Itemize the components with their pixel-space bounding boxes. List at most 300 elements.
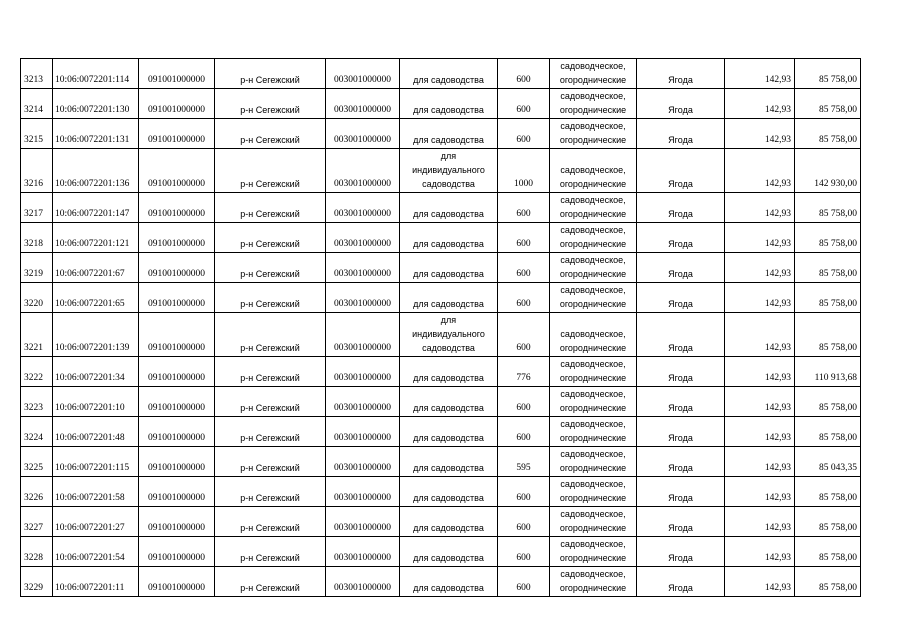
land-category-cell	[550, 447, 637, 477]
row-number-cell	[21, 59, 53, 89]
area-cell	[498, 149, 550, 193]
association-name-cell	[637, 567, 725, 597]
row-number-text: 3221	[24, 343, 43, 353]
row-number-cell	[21, 567, 53, 597]
oktmo-code-cell	[326, 507, 400, 537]
district-cell	[215, 313, 326, 357]
association-name-text: Ягода	[668, 135, 693, 145]
land-category-line: огороднические	[559, 135, 627, 145]
specific-value-text: 142,93	[764, 105, 791, 115]
land-category-cell	[550, 119, 637, 149]
permitted-use-cell	[400, 223, 498, 253]
district-cell	[215, 119, 326, 149]
area-cell	[498, 59, 550, 89]
cadastral-value-cell	[795, 447, 861, 477]
row-number-cell	[21, 387, 53, 417]
area-cell	[498, 537, 550, 567]
oktmo-code-cell	[326, 283, 400, 313]
permitted-use-cell	[400, 89, 498, 119]
land-category-line: садоводческое,	[560, 419, 626, 429]
cadastral-value-text: 85 758,00	[819, 493, 857, 503]
association-name-cell	[637, 447, 725, 477]
association-name-cell	[637, 59, 725, 89]
land-category-line: садоводческое,	[560, 449, 626, 459]
specific-value-cell	[725, 193, 795, 223]
association-name-text: Ягода	[668, 75, 693, 85]
okato-code-cell	[139, 447, 215, 477]
cadastral-number-text: 10:06:0072201:27	[55, 523, 125, 533]
area-text: 600	[516, 299, 531, 309]
land-category-line: садоводческое,	[560, 569, 626, 579]
okato-code-cell	[139, 477, 215, 507]
table-row	[21, 313, 861, 357]
district-text: р-н Сегежский	[240, 373, 300, 383]
table-row	[21, 253, 861, 283]
oktmo-code-text: 003001000000	[334, 583, 391, 593]
area-text: 595	[516, 463, 531, 473]
district-cell	[215, 387, 326, 417]
land-category-line: садоводческое,	[560, 359, 626, 369]
area-cell	[498, 477, 550, 507]
permitted-use-cell	[400, 313, 498, 357]
district-text: р-н Сегежский	[240, 75, 300, 85]
permitted-use-cell	[400, 253, 498, 283]
district-cell	[215, 447, 326, 477]
land-category-line: садоводческое,	[560, 255, 626, 265]
oktmo-code-text: 003001000000	[334, 269, 391, 279]
specific-value-cell	[725, 567, 795, 597]
table-row	[21, 283, 861, 313]
land-category-line: огороднические	[559, 75, 627, 85]
association-name-text: Ягода	[668, 433, 693, 443]
row-number-text: 3214	[24, 105, 43, 115]
specific-value-text: 142,93	[764, 209, 791, 219]
cadastral-value-text: 85 758,00	[819, 403, 857, 413]
land-category-cell	[550, 223, 637, 253]
permitted-use-cell	[400, 193, 498, 223]
land-category-cell	[550, 89, 637, 119]
land-category-cell	[550, 357, 637, 387]
land-category-cell	[550, 387, 637, 417]
land-category-line: огороднические	[559, 269, 627, 279]
oktmo-code-cell	[326, 357, 400, 387]
row-number-text: 3216	[24, 179, 43, 189]
land-category-line: садоводческое,	[560, 389, 626, 399]
okato-code-cell	[139, 417, 215, 447]
cadastral-value-text: 85 758,00	[819, 269, 857, 279]
cadastral-number-cell	[53, 507, 139, 537]
area-cell	[498, 417, 550, 447]
district-cell	[215, 567, 326, 597]
area-text: 600	[516, 269, 531, 279]
association-name-text: Ягода	[668, 463, 693, 473]
permitted-use-line: для	[440, 315, 457, 325]
land-category-line: огороднические	[559, 463, 627, 473]
okato-code-cell	[139, 223, 215, 253]
okato-code-cell	[139, 313, 215, 357]
okato-code-text: 091001000000	[148, 135, 205, 145]
table-row	[21, 447, 861, 477]
cadastral-value-text: 142 930,00	[814, 179, 857, 189]
district-text: р-н Сегежский	[240, 583, 300, 593]
permitted-use-line: для садоводства	[413, 433, 484, 443]
oktmo-code-text: 003001000000	[334, 493, 391, 503]
row-number-text: 3215	[24, 135, 43, 145]
land-category-line: садоводческое,	[560, 225, 626, 235]
oktmo-code-text: 003001000000	[334, 463, 391, 473]
district-cell	[215, 59, 326, 89]
cadastral-value-cell	[795, 223, 861, 253]
area-cell	[498, 253, 550, 283]
land-category-cell	[550, 507, 637, 537]
permitted-use-line: для садоводства	[413, 135, 484, 145]
row-number-cell	[21, 507, 53, 537]
district-text: р-н Сегежский	[240, 433, 300, 443]
specific-value-text: 142,93	[764, 75, 791, 85]
land-category-cell	[550, 537, 637, 567]
permitted-use-cell	[400, 283, 498, 313]
association-name-cell	[637, 507, 725, 537]
district-cell	[215, 89, 326, 119]
cadastral-number-text: 10:06:0072201:130	[55, 105, 130, 115]
specific-value-cell	[725, 119, 795, 149]
land-category-line: садоводческое,	[560, 329, 626, 339]
table-row	[21, 417, 861, 447]
permitted-use-line: для садоводства	[413, 75, 484, 85]
okato-code-cell	[139, 253, 215, 283]
oktmo-code-cell	[326, 253, 400, 283]
row-number-text: 3217	[24, 209, 43, 219]
land-category-cell	[550, 283, 637, 313]
land-category-cell	[550, 149, 637, 193]
permitted-use-cell	[400, 357, 498, 387]
association-name-text: Ягода	[668, 179, 693, 189]
cadastral-number-cell	[53, 283, 139, 313]
district-text: р-н Сегежский	[240, 553, 300, 563]
permitted-use-line: для садоводства	[413, 523, 484, 533]
oktmo-code-text: 003001000000	[334, 553, 391, 563]
cadastral-number-cell	[53, 447, 139, 477]
okato-code-cell	[139, 283, 215, 313]
cadastral-number-cell	[53, 567, 139, 597]
cadastral-number-text: 10:06:0072201:65	[55, 299, 125, 309]
row-number-cell	[21, 193, 53, 223]
association-name-cell	[637, 119, 725, 149]
specific-value-text: 142,93	[764, 523, 791, 533]
district-cell	[215, 223, 326, 253]
land-category-line: садоводческое,	[560, 121, 626, 131]
cadastral-number-cell	[53, 387, 139, 417]
table-row	[21, 357, 861, 387]
cadastral-number-text: 10:06:0072201:136	[55, 179, 130, 189]
district-text: р-н Сегежский	[240, 403, 300, 413]
specific-value-cell	[725, 537, 795, 567]
land-category-line: садоводческое,	[560, 539, 626, 549]
land-category-line: садоводческое,	[560, 91, 626, 101]
district-text: р-н Сегежский	[240, 179, 300, 189]
permitted-use-line: индивидуального	[412, 165, 485, 175]
district-text: р-н Сегежский	[240, 493, 300, 503]
district-text: р-н Сегежский	[240, 209, 300, 219]
area-text: 600	[516, 75, 531, 85]
land-category-line: садоводческое,	[560, 195, 626, 205]
cadastral-value-text: 85 758,00	[819, 135, 857, 145]
association-name-text: Ягода	[668, 269, 693, 279]
land-category-line: огороднические	[559, 343, 627, 353]
oktmo-code-cell	[326, 313, 400, 357]
land-category-line: садоводческое,	[560, 165, 626, 175]
row-number-cell	[21, 313, 53, 357]
district-text: р-н Сегежский	[240, 269, 300, 279]
cadastral-number-cell	[53, 253, 139, 283]
okato-code-cell	[139, 567, 215, 597]
land-category-line: огороднические	[559, 239, 627, 249]
cadastral-number-cell	[53, 89, 139, 119]
table-row	[21, 193, 861, 223]
okato-code-text: 091001000000	[148, 553, 205, 563]
cadastral-value-text: 85 758,00	[819, 239, 857, 249]
cadastral-value-text: 85 758,00	[819, 343, 857, 353]
okato-code-text: 091001000000	[148, 105, 205, 115]
specific-value-text: 142,93	[764, 493, 791, 503]
district-cell	[215, 537, 326, 567]
area-text: 600	[516, 209, 531, 219]
cadastral-number-text: 10:06:0072201:54	[55, 553, 125, 563]
association-name-cell	[637, 387, 725, 417]
okato-code-text: 091001000000	[148, 523, 205, 533]
area-text: 600	[516, 135, 531, 145]
association-name-text: Ягода	[668, 583, 693, 593]
specific-value-cell	[725, 89, 795, 119]
cadastral-value-cell	[795, 417, 861, 447]
row-number-text: 3225	[24, 463, 43, 473]
district-cell	[215, 253, 326, 283]
area-cell	[498, 283, 550, 313]
permitted-use-cell	[400, 447, 498, 477]
table-row	[21, 89, 861, 119]
oktmo-code-cell	[326, 223, 400, 253]
association-name-text: Ягода	[668, 239, 693, 249]
permitted-use-cell	[400, 119, 498, 149]
area-text: 600	[516, 343, 531, 353]
land-category-line: огороднические	[559, 179, 627, 189]
okato-code-cell	[139, 59, 215, 89]
cadastral-number-text: 10:06:0072201:139	[55, 343, 130, 353]
specific-value-text: 142,93	[764, 179, 791, 189]
okato-code-cell	[139, 193, 215, 223]
oktmo-code-cell	[326, 193, 400, 223]
cadastral-value-cell	[795, 537, 861, 567]
table-row	[21, 477, 861, 507]
district-text: р-н Сегежский	[240, 523, 300, 533]
oktmo-code-cell	[326, 119, 400, 149]
oktmo-code-text: 003001000000	[334, 523, 391, 533]
area-text: 600	[516, 523, 531, 533]
cadastral-value-cell	[795, 357, 861, 387]
okato-code-cell	[139, 149, 215, 193]
oktmo-code-text: 003001000000	[334, 433, 391, 443]
area-cell	[498, 89, 550, 119]
association-name-text: Ягода	[668, 403, 693, 413]
row-number-text: 3220	[24, 299, 43, 309]
okato-code-text: 091001000000	[148, 209, 205, 219]
oktmo-code-text: 003001000000	[334, 403, 391, 413]
row-number-text: 3226	[24, 493, 43, 503]
specific-value-cell	[725, 313, 795, 357]
area-cell	[498, 507, 550, 537]
row-number-text: 3222	[24, 373, 43, 383]
okato-code-cell	[139, 507, 215, 537]
permitted-use-cell	[400, 417, 498, 447]
permitted-use-line: для садоводства	[413, 463, 484, 473]
oktmo-code-text: 003001000000	[334, 299, 391, 309]
row-number-text: 3213	[24, 75, 43, 85]
cadastral-value-cell	[795, 149, 861, 193]
specific-value-text: 142,93	[764, 299, 791, 309]
permitted-use-cell	[400, 507, 498, 537]
specific-value-text: 142,93	[764, 135, 791, 145]
area-cell	[498, 447, 550, 477]
district-text: р-н Сегежский	[240, 135, 300, 145]
okato-code-cell	[139, 357, 215, 387]
okato-code-cell	[139, 387, 215, 417]
area-cell	[498, 119, 550, 149]
association-name-cell	[637, 417, 725, 447]
permitted-use-cell	[400, 537, 498, 567]
oktmo-code-text: 003001000000	[334, 135, 391, 145]
district-text: р-н Сегежский	[240, 239, 300, 249]
oktmo-code-text: 003001000000	[334, 239, 391, 249]
row-number-cell	[21, 223, 53, 253]
cadastral-value-text: 85 758,00	[819, 209, 857, 219]
area-cell	[498, 387, 550, 417]
land-category-line: огороднические	[559, 553, 627, 563]
permitted-use-cell	[400, 387, 498, 417]
specific-value-cell	[725, 283, 795, 313]
district-cell	[215, 193, 326, 223]
cadastral-number-cell	[53, 357, 139, 387]
cadastral-value-text: 85 758,00	[819, 433, 857, 443]
cadastral-number-text: 10:06:0072201:34	[55, 373, 125, 383]
oktmo-code-cell	[326, 59, 400, 89]
cadastral-value-text: 85 758,00	[819, 553, 857, 563]
area-text: 600	[516, 105, 531, 115]
cadastral-number-cell	[53, 119, 139, 149]
specific-value-cell	[725, 507, 795, 537]
association-name-text: Ягода	[668, 105, 693, 115]
land-category-line: огороднические	[559, 583, 627, 593]
oktmo-code-cell	[326, 417, 400, 447]
row-number-cell	[21, 357, 53, 387]
district-text: р-н Сегежский	[240, 105, 300, 115]
cadastral-number-text: 10:06:0072201:11	[55, 583, 125, 593]
cadastral-number-text: 10:06:0072201:131	[55, 135, 130, 145]
okato-code-text: 091001000000	[148, 373, 205, 383]
oktmo-code-cell	[326, 387, 400, 417]
cadastral-value-text: 85 043,35	[819, 463, 857, 473]
specific-value-cell	[725, 447, 795, 477]
specific-value-text: 142,93	[764, 373, 791, 383]
permitted-use-line: для садоводства	[413, 299, 484, 309]
cadastral-value-text: 85 758,00	[819, 523, 857, 533]
table-row	[21, 223, 861, 253]
land-category-line: огороднические	[559, 105, 627, 115]
district-cell	[215, 507, 326, 537]
specific-value-text: 142,93	[764, 239, 791, 249]
land-category-line: огороднические	[559, 403, 627, 413]
association-name-cell	[637, 283, 725, 313]
permitted-use-line: для садоводства	[413, 583, 484, 593]
area-cell	[498, 313, 550, 357]
oktmo-code-text: 003001000000	[334, 105, 391, 115]
land-category-line: садоводческое,	[560, 285, 626, 295]
permitted-use-cell	[400, 477, 498, 507]
table-row	[21, 537, 861, 567]
oktmo-code-text: 003001000000	[334, 373, 391, 383]
area-text: 600	[516, 239, 531, 249]
land-category-line: садоводческое,	[560, 61, 626, 71]
cadastral-value-text: 110 913,68	[814, 373, 857, 383]
area-text: 600	[516, 553, 531, 563]
association-name-text: Ягода	[668, 523, 693, 533]
land-category-cell	[550, 313, 637, 357]
cadastral-number-cell	[53, 223, 139, 253]
specific-value-cell	[725, 253, 795, 283]
okato-code-cell	[139, 89, 215, 119]
oktmo-code-text: 003001000000	[334, 179, 391, 189]
land-category-cell	[550, 417, 637, 447]
okato-code-cell	[139, 537, 215, 567]
cadastral-number-cell	[53, 193, 139, 223]
oktmo-code-text: 003001000000	[334, 209, 391, 219]
area-cell	[498, 567, 550, 597]
association-name-cell	[637, 193, 725, 223]
cadastral-number-text: 10:06:0072201:121	[55, 239, 130, 249]
table-row	[21, 59, 861, 89]
cadastral-value-cell	[795, 253, 861, 283]
land-category-cell	[550, 567, 637, 597]
table-row	[21, 119, 861, 149]
area-cell	[498, 357, 550, 387]
permitted-use-line: для садоводства	[413, 403, 484, 413]
district-text: р-н Сегежский	[240, 343, 300, 353]
cadastral-value-text: 85 758,00	[819, 583, 857, 593]
oktmo-code-cell	[326, 89, 400, 119]
association-name-text: Ягода	[668, 299, 693, 309]
specific-value-cell	[725, 149, 795, 193]
row-number-cell	[21, 149, 53, 193]
land-category-line: огороднические	[559, 373, 627, 383]
district-cell	[215, 283, 326, 313]
okato-code-text: 091001000000	[148, 463, 205, 473]
cadastral-value-text: 85 758,00	[819, 75, 857, 85]
row-number-text: 3228	[24, 553, 43, 563]
row-number-cell	[21, 283, 53, 313]
specific-value-cell	[725, 59, 795, 89]
table-row	[21, 387, 861, 417]
specific-value-text: 142,93	[764, 463, 791, 473]
cadastral-value-cell	[795, 59, 861, 89]
specific-value-cell	[725, 357, 795, 387]
land-plot-table	[20, 58, 861, 597]
row-number-cell	[21, 119, 53, 149]
row-number-text: 3227	[24, 523, 43, 533]
oktmo-code-cell	[326, 537, 400, 567]
row-number-text: 3229	[24, 583, 43, 593]
oktmo-code-text: 003001000000	[334, 343, 391, 353]
association-name-text: Ягода	[668, 553, 693, 563]
okato-code-text: 091001000000	[148, 583, 205, 593]
